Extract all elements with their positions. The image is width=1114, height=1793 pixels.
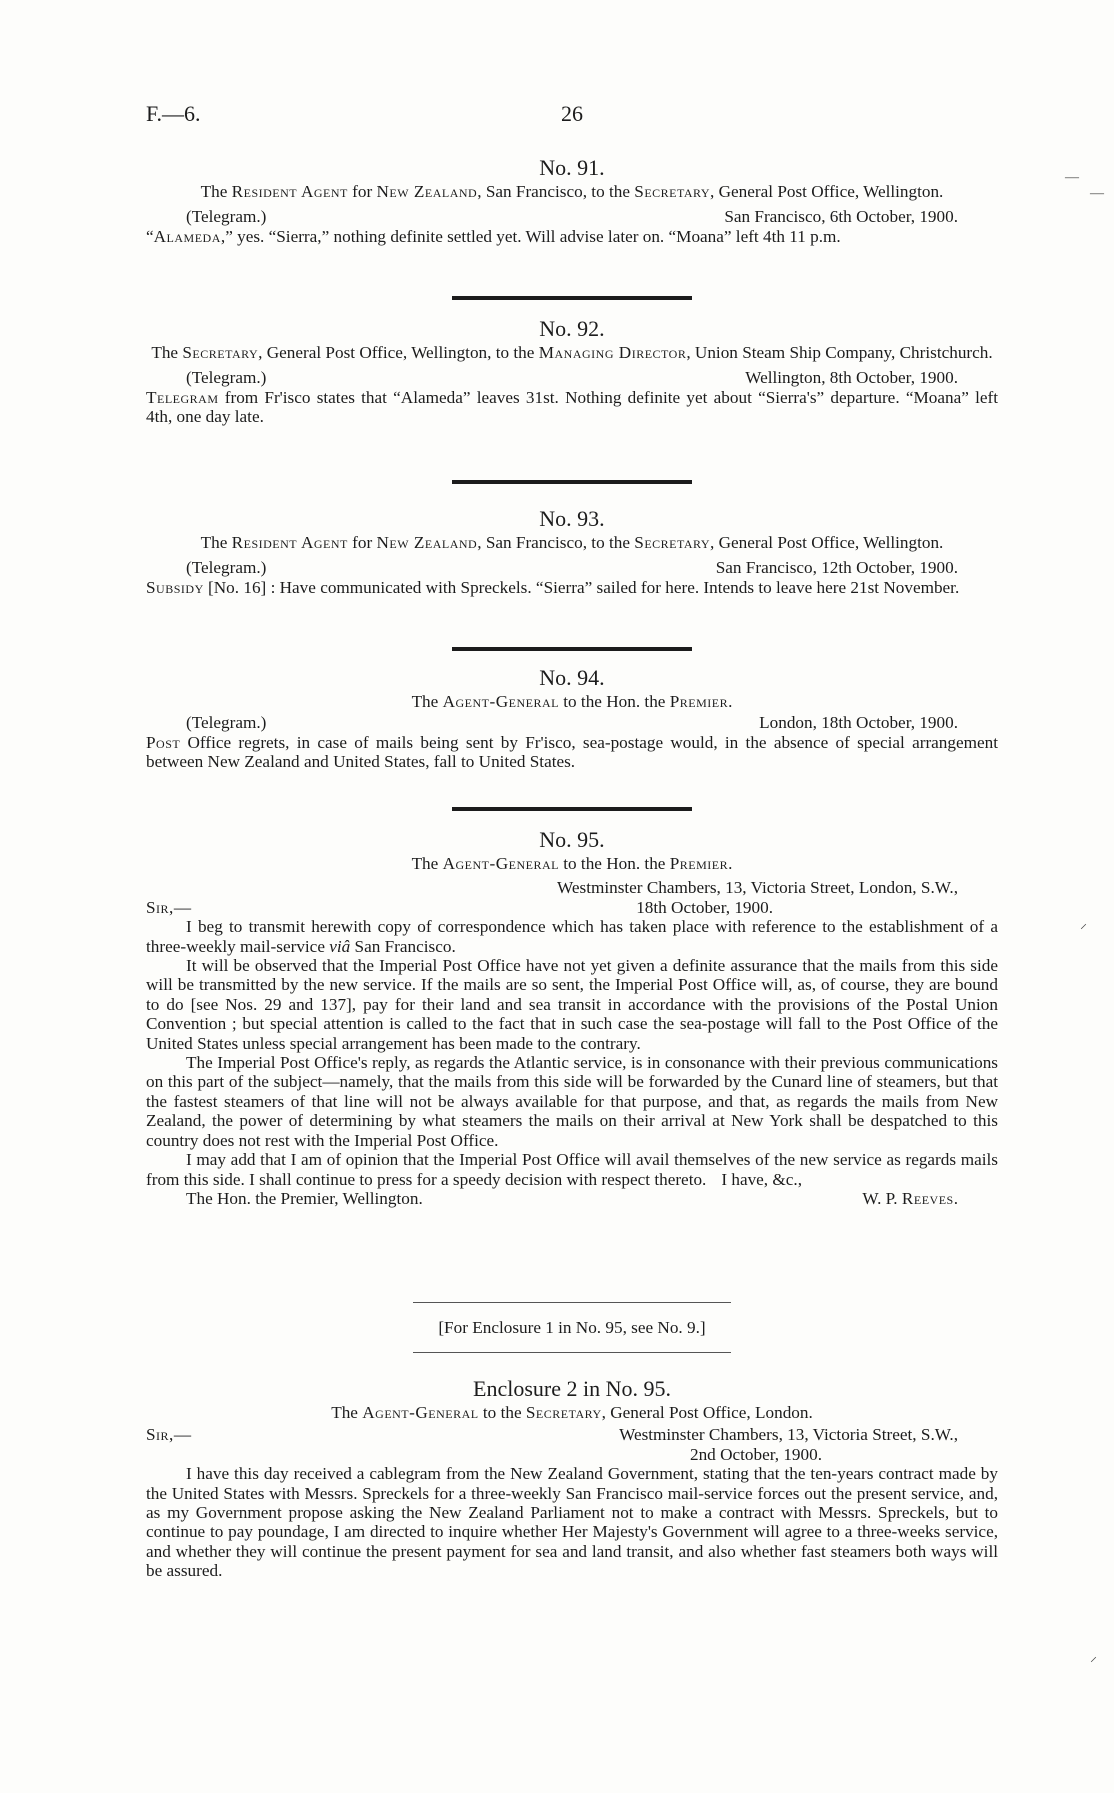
section-divider	[452, 480, 692, 484]
margin-mark: —	[1065, 170, 1079, 185]
dateline: San Francisco, 6th October, 1900.	[724, 207, 958, 227]
address-line	[146, 182, 998, 201]
section-number: No. 93.	[539, 506, 605, 531]
address-text: .	[728, 692, 733, 711]
salutation: Sir,—	[146, 1425, 192, 1445]
telegram-label: (Telegram.)	[186, 368, 267, 388]
telegram-label: (Telegram.)	[186, 558, 267, 578]
paragraph-text: San Francisco.	[354, 936, 456, 956]
message-body	[146, 388, 998, 427]
address-line	[146, 343, 998, 362]
address-smallcaps: Secretary	[525, 1403, 602, 1422]
message-body	[146, 227, 998, 246]
section-no-93	[146, 505, 998, 597]
address-text: .	[728, 854, 733, 873]
margin-mark: ⸝	[1080, 917, 1087, 932]
section-divider	[452, 647, 692, 651]
section-divider	[413, 1302, 731, 1303]
address-text: , San Francisco, to the	[477, 533, 630, 552]
body-smallcaps: Subsidy	[146, 577, 204, 597]
section-no-91	[146, 154, 998, 246]
address-smallcaps: Secretary	[182, 343, 259, 362]
address-smallcaps: Agent-General	[442, 854, 559, 873]
body-text: ,” yes. “Sierra,” nothing definite settled yet. Will advise later on. “Moana” left 4th 11 p.m.	[220, 226, 841, 246]
section-divider	[452, 296, 692, 300]
salutation-row	[146, 898, 998, 917]
section-no-92	[146, 315, 998, 427]
address-text: for	[352, 182, 373, 201]
addressee: The Hon. the Premier, Wellington.	[186, 1189, 423, 1209]
paragraph-text: I beg to transmit herewith copy of correspondence which has taken place with reference to the establishment of a three-weekly mail-service	[146, 917, 998, 956]
salutation: Sir,—	[146, 897, 192, 917]
address-text: to the Hon. the	[563, 854, 666, 873]
address-line	[146, 692, 998, 711]
address-smallcaps: Agent-General	[362, 1403, 479, 1422]
address-text: The	[331, 1403, 358, 1422]
margin-mark: ⸝	[1090, 1650, 1097, 1665]
letter-place: Westminster Chambers, 13, Victoria Street, S.W.,	[619, 1425, 958, 1445]
body-smallcaps: Alameda	[153, 226, 221, 246]
message-body	[146, 578, 998, 597]
address-text: , Union Steam Ship Company, Christchurch.	[686, 343, 993, 362]
address-line	[146, 533, 998, 552]
telegram-row	[146, 207, 998, 226]
address-smallcaps: New Zealand	[376, 182, 478, 201]
section-divider	[413, 1352, 731, 1353]
letter-close: I have, &c.,	[721, 1169, 802, 1189]
telegram-row	[146, 713, 998, 732]
address-text: for	[352, 533, 373, 552]
address-smallcaps: Agent-General	[442, 692, 559, 711]
address-smallcaps: Premier	[669, 692, 729, 711]
letter-date: 2nd October, 1900.	[689, 1444, 822, 1464]
body-smallcaps: Post	[146, 732, 181, 752]
telegram-label: (Telegram.)	[186, 713, 267, 733]
body-text: [No. 16] : Have communicated with Spreckels. “Sierra” sailed for here. Intends to leave here 21st November.	[203, 577, 960, 597]
signature-text: W. P.	[862, 1189, 898, 1209]
address-text: The	[200, 182, 228, 201]
address-text: The	[411, 854, 439, 873]
letter-paragraph: It will be observed that the Imperial Post Office have not yet given a definite assurance that the mails from this side will be transmitted by the new service. If the mails are so sent, the Imperial Post Office will, as, of course, they are bound to do [see Nos. 29 and 137], pay for their land and sea transit in accordance with the provisions of the Postal Union Convention ; but special attention is called to the fact that in such case the sea-postage will fall to the Post Office of the United States unless special arrangement has been made to the contrary.	[146, 956, 998, 1053]
section-number: No. 95.	[539, 827, 605, 852]
signature	[862, 1189, 998, 1208]
section-no-95	[146, 826, 998, 1209]
address-smallcaps: Premier	[669, 854, 729, 873]
address-text: , General Post Office, Wellington.	[710, 182, 944, 201]
enclosure-reference: [For Enclosure 1 in No. 95, see No. 9.]	[438, 1318, 706, 1337]
body-text: from Fr'isco states that “Alameda” leaves 31st. Nothing definite yet about “Sierra's” departure. “Moana” left 4th, one day late.	[146, 387, 998, 427]
address-text: , San Francisco, to the	[477, 182, 630, 201]
telegram-row	[146, 368, 998, 387]
enclosure-2	[146, 1375, 998, 1581]
address-line	[146, 1403, 998, 1422]
section-number: No. 94.	[539, 665, 605, 690]
address-text: to the	[482, 1403, 522, 1422]
address-smallcaps: Resident Agent	[231, 533, 348, 552]
paper-reference: F.—6.	[146, 101, 201, 126]
address-text: , General Post Office, Wellington, to the	[258, 343, 535, 362]
body-smallcaps: Telegram	[146, 387, 219, 407]
address-text: , General Post Office, London.	[601, 1403, 813, 1422]
letter-place: Westminster Chambers, 13, Victoria Street, London, S.W.,	[557, 878, 958, 898]
section-number: No. 91.	[539, 155, 605, 180]
section-divider	[452, 807, 692, 811]
message-body	[146, 733, 998, 772]
letter-paragraph: The Imperial Post Office's reply, as regards the Atlantic service, is in consonance with their previous communications on this part of the subject—namely, that the mails from this side will be forwarded by the Cunard line of steamers, but that the fastest steamers of that line will not be always available for that purpose, and that, as regards the mails from New Zealand, the power of determining by what steamers the mails on their arrival at New York shall be despatched to this country does not rest with the Imperial Post Office.	[146, 1053, 998, 1150]
address-text: The	[411, 692, 439, 711]
address-text: , General Post Office, Wellington.	[710, 533, 944, 552]
page-header	[146, 101, 998, 130]
letter-date: 18th October, 1900.	[636, 897, 773, 917]
address-text: The	[200, 533, 228, 552]
letter-paragraph: I may add that I am of opinion that the Imperial Post Office will avail themselves of the new service as regards mails from this side. I shall continue to press for a speedy decision with respect thereto.	[146, 1150, 998, 1189]
address-text: The	[151, 343, 179, 362]
signature-text: .	[953, 1189, 958, 1209]
letter-paragraph: I have this day received a cablegram from the New Zealand Government, stating that the ten-years contract made by the United States with Messrs. Spreckels for a three-weekly San Francisco mail-service forces out the present service, and, as my Government propose asking the New Zealand Parliament not to make a contract with Messrs. Spreckels, but to continue to pay poundage, I am directed to inquire whether Her Majesty's Government will agree to a three-weeks service, and whether they will continue the present payment for sea and land transit, and also whether fast steamers both ways will be assured.	[146, 1464, 998, 1581]
quote-mark: “	[146, 226, 154, 246]
dateline: Wellington, 8th October, 1900.	[745, 368, 958, 388]
letter-paragraph	[146, 917, 998, 956]
salutation-row	[146, 1425, 998, 1444]
address-line	[146, 854, 998, 873]
italic-text: viâ	[329, 936, 351, 956]
telegram-label: (Telegram.)	[186, 207, 267, 227]
address-smallcaps: New Zealand	[376, 533, 478, 552]
body-text: Office regrets, in case of mails being sent by Fr'isco, sea-postage would, in the absence of special arrangement between New Zealand and United States, fall to United States.	[146, 732, 998, 772]
address-smallcaps: Resident Agent	[231, 182, 348, 201]
address-smallcaps: Secretary	[634, 182, 711, 201]
signature-row	[146, 1189, 998, 1208]
dateline: San Francisco, 12th October, 1900.	[715, 558, 958, 578]
page-number: 26	[561, 101, 583, 126]
telegram-row	[146, 558, 998, 577]
enclosure-1-note	[146, 1318, 998, 1337]
enclosure-title: Enclosure 2 in No. 95.	[473, 1376, 671, 1401]
section-no-94	[146, 664, 998, 772]
address-smallcaps: Secretary	[634, 533, 711, 552]
address-smallcaps: Managing Director	[538, 343, 687, 362]
section-number: No. 92.	[539, 316, 605, 341]
margin-mark: —	[1090, 186, 1104, 201]
dateline: London, 18th October, 1900.	[759, 713, 958, 733]
signature-smallcaps: Reeves	[901, 1189, 954, 1209]
address-text: to the Hon. the	[563, 692, 666, 711]
